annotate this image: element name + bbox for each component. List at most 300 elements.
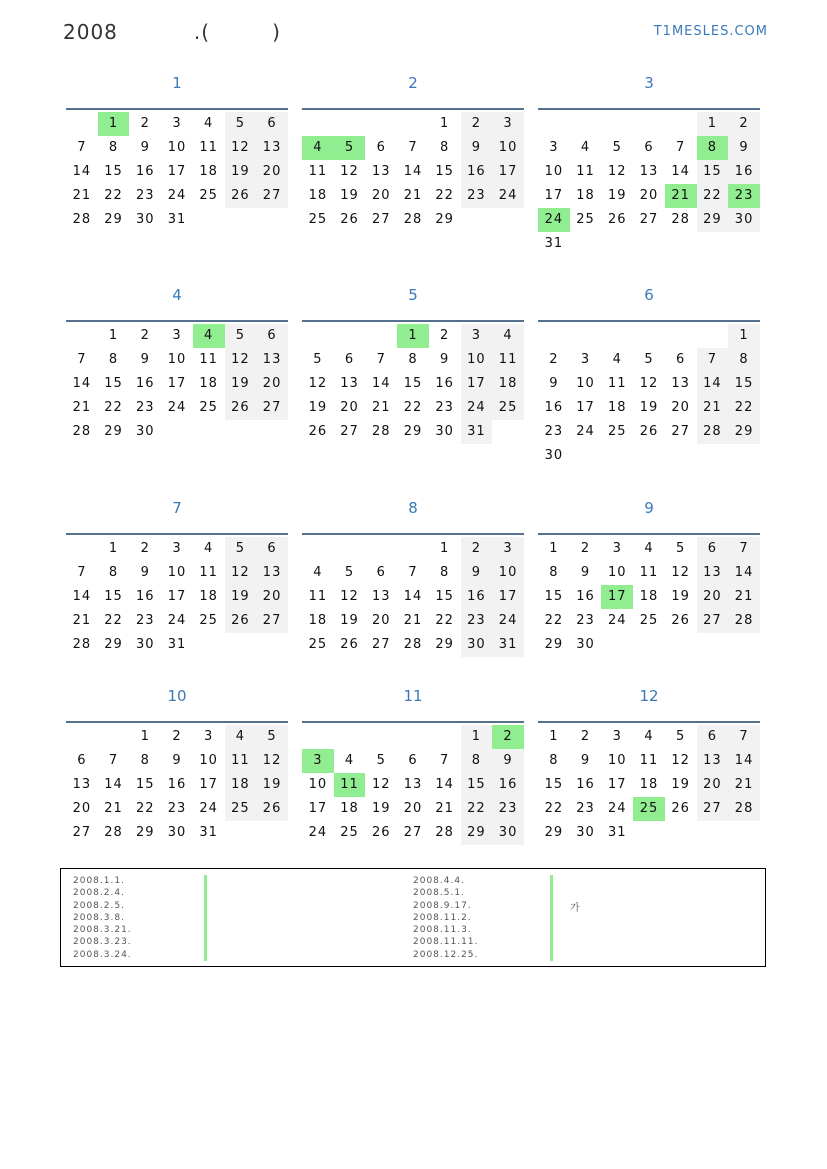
legend-date	[413, 887, 478, 899]
day-cell: 18	[199, 589, 218, 604]
day-cell: 23	[576, 613, 595, 628]
day-cell: 7	[408, 140, 418, 155]
day-cell: 13	[671, 376, 690, 391]
day-cell: 22	[135, 801, 155, 816]
day-cell: 6	[256, 537, 288, 561]
empty-day-cell	[225, 208, 257, 232]
day-cell: 15	[104, 589, 123, 604]
day-cell: 27	[403, 825, 423, 840]
day-cell: 4	[644, 541, 654, 556]
legend-date	[73, 912, 132, 924]
day-cell: 19	[340, 613, 359, 628]
empty-day-cell	[334, 324, 366, 348]
legend-right-column	[413, 875, 478, 961]
empty-day-cell	[66, 324, 98, 348]
day-cell: 23	[461, 609, 493, 633]
day-cell: 30	[544, 448, 564, 463]
day-cell: 21	[72, 613, 92, 628]
day-cell: 13	[256, 136, 288, 160]
day-cell: 28	[403, 212, 423, 227]
day-cell: 11	[225, 749, 257, 773]
day-cell: 3	[492, 537, 524, 561]
day-cell: 3	[612, 541, 622, 556]
day-cell: 21	[403, 613, 423, 628]
day-cell: 7	[408, 565, 418, 580]
day-cell: 30	[576, 825, 595, 840]
holiday-marker	[204, 900, 207, 912]
day-cell: 23	[492, 797, 524, 821]
legend-date	[73, 949, 132, 961]
legend-date-text: 2008.3.24.	[73, 949, 132, 960]
day-cell: 15	[435, 589, 454, 604]
empty-day-cell	[601, 232, 633, 256]
month-name: 5	[408, 286, 418, 304]
day-cell: 19	[225, 372, 257, 396]
holiday-marker	[550, 900, 553, 912]
month-3	[538, 73, 760, 256]
legend-date	[413, 875, 478, 887]
empty-day-cell	[633, 112, 665, 136]
day-cell: 6	[676, 352, 686, 367]
day-cell: 11	[199, 140, 218, 155]
day-cell: 18	[492, 372, 524, 396]
day-cell: 22	[104, 613, 123, 628]
day-cell: 4	[313, 565, 323, 580]
day-cell: 29	[544, 825, 564, 840]
day-cell: 24	[607, 801, 627, 816]
day-cell: 26	[671, 801, 690, 816]
empty-day-cell	[538, 324, 570, 348]
empty-day-cell	[334, 112, 366, 136]
day-cell: 22	[104, 400, 123, 415]
day-cell: 4	[204, 541, 214, 556]
day-cell: 2	[172, 729, 182, 744]
empty-day-cell	[365, 537, 397, 561]
day-cell: 23	[135, 613, 155, 628]
day-cell: 20	[403, 801, 423, 816]
day-cell: 7	[728, 725, 760, 749]
day-cell: 5	[313, 352, 323, 367]
day-cell: 21	[665, 184, 697, 208]
day-cell: 25	[199, 613, 218, 628]
day-cell: 8	[408, 352, 418, 367]
month-name: 12	[639, 687, 659, 705]
legend-date-text: 2008.3.21.	[73, 925, 132, 936]
empty-day-cell	[461, 208, 493, 232]
legend-date	[413, 912, 478, 924]
day-cell: 24	[167, 400, 187, 415]
day-cell: 1	[440, 116, 450, 131]
day-cell: 13	[72, 777, 92, 792]
day-cell: 20	[256, 585, 288, 609]
day-cell: 9	[140, 352, 150, 367]
empty-day-cell	[365, 112, 397, 136]
day-cell: 14	[72, 376, 92, 391]
day-cell: 9	[580, 753, 591, 768]
day-cell: 11	[308, 164, 328, 179]
holiday-legend	[60, 868, 766, 967]
holiday-marker	[204, 875, 207, 887]
legend-date	[73, 936, 132, 948]
month-rule	[538, 533, 760, 535]
month-rule	[66, 320, 288, 322]
legend-date-text: 2008.11.2.	[413, 912, 472, 923]
day-cell: 20	[371, 188, 391, 203]
day-cell: 12	[225, 136, 257, 160]
empty-day-cell	[665, 633, 697, 657]
day-cell: 10	[576, 376, 595, 391]
day-cell: 12	[371, 777, 391, 792]
empty-day-cell	[193, 208, 225, 232]
day-cell: 11	[639, 753, 659, 768]
day-cell: 10	[461, 348, 493, 372]
day-cell: 18	[225, 773, 257, 797]
day-cell: 12	[256, 749, 288, 773]
day-cell: 3	[302, 749, 334, 773]
day-cell: 23	[167, 801, 187, 816]
empty-day-cell	[570, 232, 602, 256]
title-dot-paren: .(	[193, 20, 211, 44]
empty-day-cell	[66, 725, 98, 749]
day-cell: 18	[639, 589, 659, 604]
day-cell: 21	[72, 188, 92, 203]
day-cell: 2	[140, 116, 150, 131]
day-cell: 13	[340, 376, 359, 391]
month-rule	[302, 721, 524, 723]
empty-day-cell	[334, 537, 366, 561]
empty-day-cell	[697, 821, 729, 845]
empty-day-cell	[665, 112, 697, 136]
month-rule	[302, 533, 524, 535]
day-cell: 3	[612, 729, 622, 744]
empty-day-cell	[225, 821, 257, 845]
day-cell: 22	[435, 613, 454, 628]
legend-date-text: 2008.12.25.	[413, 949, 479, 960]
holiday-marker	[550, 875, 553, 887]
day-cell: 26	[308, 424, 328, 439]
day-cell: 24	[538, 208, 570, 232]
day-cell: 27	[371, 637, 391, 652]
day-cell: 2	[440, 328, 450, 343]
empty-day-cell	[302, 112, 334, 136]
day-cell: 11	[576, 164, 595, 179]
month-rule	[66, 108, 288, 110]
empty-day-cell	[601, 112, 633, 136]
day-cell: 7	[697, 348, 729, 372]
day-cell: 9	[728, 136, 760, 160]
day-cell: 16	[461, 585, 493, 609]
day-cell: 6	[697, 725, 729, 749]
day-cell: 2	[461, 537, 493, 561]
day-cell: 14	[403, 164, 423, 179]
empty-day-cell	[161, 420, 193, 444]
empty-day-cell	[570, 112, 602, 136]
day-cell: 1	[728, 324, 760, 348]
day-cell: 4	[193, 324, 225, 348]
legend-date-text: 2008.3.23.	[73, 937, 132, 948]
day-cell: 7	[77, 140, 87, 155]
day-cell: 19	[607, 188, 627, 203]
day-cell: 25	[225, 797, 257, 821]
month-11	[302, 686, 524, 845]
day-cell: 26	[639, 424, 659, 439]
day-cell: 16	[544, 400, 564, 415]
day-cell: 5	[225, 112, 257, 136]
day-cell: 8	[549, 565, 559, 580]
month-name: 9	[644, 499, 654, 517]
day-cell: 24	[308, 825, 328, 840]
day-cell: 5	[612, 140, 622, 155]
day-cell: 15	[544, 777, 564, 792]
day-cell: 14	[671, 164, 690, 179]
day-cell: 25	[340, 825, 359, 840]
month-days	[66, 324, 288, 444]
day-cell: 9	[492, 749, 524, 773]
empty-day-cell	[256, 208, 288, 232]
empty-day-cell	[633, 444, 665, 468]
empty-day-cell	[492, 208, 524, 232]
month-9	[538, 498, 760, 657]
empty-day-cell	[66, 112, 98, 136]
empty-day-cell	[665, 821, 697, 845]
holiday-marker	[204, 949, 207, 961]
day-cell: 1	[397, 324, 429, 348]
day-cell: 17	[308, 801, 328, 816]
day-cell: 4	[302, 136, 334, 160]
empty-day-cell	[302, 725, 334, 749]
day-cell: 6	[256, 324, 288, 348]
day-cell: 6	[408, 753, 418, 768]
day-cell: 12	[225, 561, 257, 585]
day-cell: 14	[435, 777, 454, 792]
day-cell: 9	[461, 561, 493, 585]
day-cell: 18	[199, 164, 218, 179]
day-cell: 9	[140, 140, 150, 155]
empty-day-cell	[601, 444, 633, 468]
day-cell: 30	[135, 212, 155, 227]
day-cell: 19	[671, 777, 690, 792]
day-cell: 7	[440, 753, 450, 768]
day-cell: 6	[644, 140, 654, 155]
empty-day-cell	[697, 633, 729, 657]
legend-left-column	[73, 875, 132, 961]
day-cell: 22	[697, 184, 729, 208]
empty-day-cell	[397, 537, 429, 561]
day-cell: 19	[225, 585, 257, 609]
day-cell: 23	[728, 184, 760, 208]
day-cell: 10	[607, 565, 627, 580]
day-cell: 2	[580, 541, 591, 556]
day-cell: 16	[728, 160, 760, 184]
holiday-marker	[204, 912, 207, 924]
day-cell: 15	[104, 164, 123, 179]
day-cell: 7	[728, 537, 760, 561]
day-cell: 13	[256, 561, 288, 585]
day-cell: 1	[108, 328, 119, 343]
month-name: 7	[172, 499, 182, 517]
title-year: 2008	[63, 20, 118, 44]
day-cell: 14	[371, 376, 391, 391]
day-cell: 31	[199, 825, 218, 840]
day-cell: 9	[440, 352, 450, 367]
day-cell: 28	[697, 420, 729, 444]
day-cell: 12	[340, 589, 359, 604]
day-cell: 27	[371, 212, 391, 227]
day-cell: 15	[728, 372, 760, 396]
day-cell: 1	[140, 729, 150, 744]
month-8	[302, 498, 524, 657]
month-10	[66, 686, 288, 845]
day-cell: 20	[256, 372, 288, 396]
month-2	[302, 73, 524, 232]
day-cell: 13	[256, 348, 288, 372]
day-cell: 10	[167, 352, 187, 367]
month-name: 11	[403, 687, 423, 705]
day-cell: 30	[435, 424, 454, 439]
month-rule	[302, 320, 524, 322]
empty-day-cell	[665, 444, 697, 468]
day-cell: 22	[104, 188, 123, 203]
month-days	[302, 324, 524, 444]
day-cell: 11	[334, 773, 366, 797]
month-days	[66, 725, 288, 845]
day-cell: 31	[607, 825, 627, 840]
day-cell: 16	[461, 160, 493, 184]
day-cell: 12	[308, 376, 328, 391]
day-cell: 15	[435, 164, 454, 179]
day-cell: 1	[549, 729, 559, 744]
month-6	[538, 285, 760, 468]
day-cell: 28	[72, 637, 92, 652]
day-cell: 25	[492, 396, 524, 420]
month-days	[302, 725, 524, 845]
month-7	[66, 498, 288, 657]
day-cell: 6	[376, 565, 386, 580]
day-cell: 30	[135, 637, 155, 652]
day-cell: 1	[697, 112, 729, 136]
month-rule	[538, 320, 760, 322]
empty-day-cell	[697, 324, 729, 348]
day-cell: 5	[225, 324, 257, 348]
day-cell: 22	[461, 797, 493, 821]
day-cell: 28	[728, 797, 760, 821]
day-cell: 31	[492, 633, 524, 657]
empty-day-cell	[601, 324, 633, 348]
empty-day-cell	[665, 324, 697, 348]
day-cell: 1	[98, 112, 130, 136]
day-cell: 12	[225, 348, 257, 372]
empty-day-cell	[570, 324, 602, 348]
day-cell: 19	[225, 160, 257, 184]
day-cell: 21	[403, 188, 423, 203]
brand-link[interactable]: T1MESLES.COM	[653, 24, 768, 39]
day-cell: 25	[308, 212, 328, 227]
day-cell: 28	[671, 212, 690, 227]
day-cell: 3	[580, 352, 591, 367]
day-cell: 10	[167, 565, 187, 580]
legend-date-text: 2008.11.11.	[413, 937, 479, 948]
day-cell: 30	[728, 208, 760, 232]
day-cell: 31	[544, 236, 564, 251]
day-cell: 5	[676, 729, 686, 744]
day-cell: 3	[204, 729, 214, 744]
empty-day-cell	[728, 444, 760, 468]
month-rule	[302, 108, 524, 110]
day-cell: 12	[671, 565, 690, 580]
day-cell: 17	[461, 372, 493, 396]
legend-date	[73, 887, 132, 899]
day-cell: 18	[308, 613, 328, 628]
month-rule	[538, 721, 760, 723]
month-name: 2	[408, 74, 418, 92]
day-cell: 20	[340, 400, 359, 415]
day-cell: 29	[544, 637, 564, 652]
day-cell: 16	[435, 376, 454, 391]
day-cell: 8	[140, 753, 150, 768]
day-cell: 26	[607, 212, 627, 227]
day-cell: 25	[639, 613, 659, 628]
month-1	[66, 73, 288, 232]
day-cell: 11	[308, 589, 328, 604]
day-cell: 12	[340, 164, 359, 179]
day-cell: 20	[371, 613, 391, 628]
day-cell: 29	[135, 825, 155, 840]
day-cell: 14	[403, 589, 423, 604]
day-cell: 23	[135, 188, 155, 203]
day-cell: 8	[440, 140, 450, 155]
legend-date	[73, 900, 132, 912]
empty-day-cell	[66, 537, 98, 561]
day-cell: 5	[334, 136, 366, 160]
empty-day-cell	[492, 420, 524, 444]
month-name: 4	[172, 286, 182, 304]
month-rule	[66, 533, 288, 535]
day-cell: 29	[104, 424, 123, 439]
day-cell: 13	[697, 561, 729, 585]
day-cell: 27	[697, 797, 729, 821]
empty-day-cell	[302, 324, 334, 348]
month-name: 10	[167, 687, 187, 705]
day-cell: 24	[492, 609, 524, 633]
day-cell: 16	[167, 777, 187, 792]
day-cell: 14	[104, 777, 123, 792]
day-cell: 1	[440, 541, 450, 556]
day-cell: 23	[576, 801, 595, 816]
day-cell: 29	[104, 637, 123, 652]
day-cell: 8	[108, 565, 119, 580]
day-cell: 3	[172, 328, 182, 343]
day-cell: 27	[340, 424, 359, 439]
holiday-marker	[204, 924, 207, 936]
day-cell: 7	[676, 140, 686, 155]
month-days	[66, 537, 288, 657]
day-cell: 2	[140, 541, 150, 556]
day-cell: 22	[403, 400, 423, 415]
empty-day-cell	[302, 537, 334, 561]
legend-date-text: 2008.1.1.	[73, 876, 125, 886]
day-cell: 11	[607, 376, 627, 391]
empty-day-cell	[397, 112, 429, 136]
day-cell: 2	[549, 352, 559, 367]
day-cell: 10	[167, 140, 187, 155]
day-cell: 9	[549, 376, 559, 391]
day-cell: 16	[576, 777, 595, 792]
month-name: 6	[644, 286, 654, 304]
day-cell: 5	[644, 352, 654, 367]
empty-day-cell	[365, 725, 397, 749]
day-cell: 14	[72, 164, 92, 179]
day-cell: 2	[492, 725, 524, 749]
